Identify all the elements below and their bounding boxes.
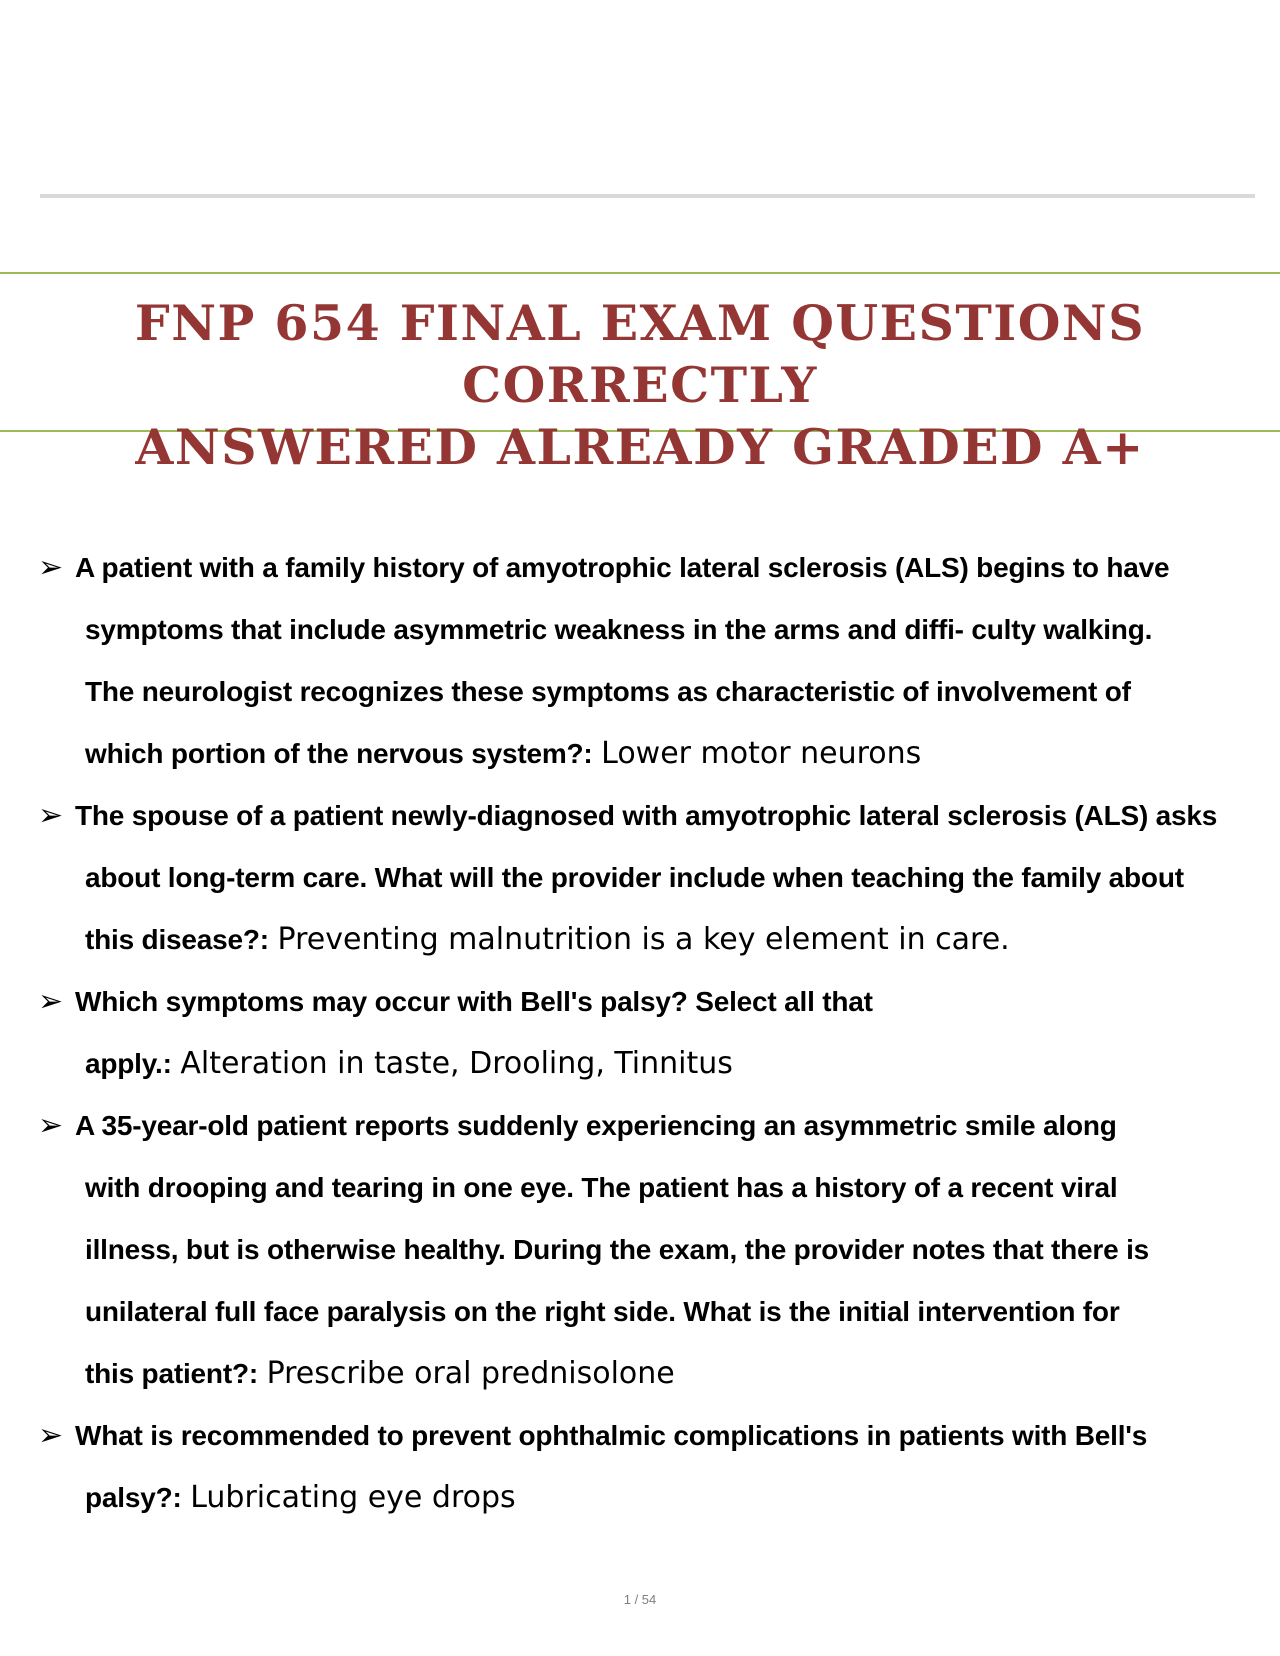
arrow-bullet-icon: ➢ [38, 984, 64, 1019]
arrow-bullet-icon: ➢ [38, 1108, 64, 1143]
answer-text: Prescribe oral prednisolone [266, 1356, 675, 1391]
qa-item [38, 971, 1260, 1095]
question-line: which portion of the nervous system?: [85, 738, 593, 769]
question-line-wrap [75, 909, 1260, 971]
question-line: this patient?: [85, 1358, 258, 1389]
qa-item [38, 537, 1260, 785]
page-title [0, 274, 1280, 478]
question-line: about long-term care. What will the provider include when teaching the family about [85, 862, 1184, 893]
qa-item [38, 1095, 1260, 1405]
answer-text: Alteration in taste, Drooling, Tinnitus [180, 1046, 733, 1081]
answer-text: Lower motor neurons [601, 736, 922, 771]
question-line: this disease?: [85, 924, 269, 955]
qa-item [38, 1405, 1260, 1529]
question-line-wrap [75, 599, 1260, 661]
question-line: symptoms that include asymmetric weakness in the arms and diffi- culty walking. [85, 614, 1153, 645]
header-divider [40, 194, 1255, 198]
question-line: What is recommended to prevent ophthalmic complications in patients with Bell's [75, 1420, 1148, 1451]
question-line-wrap [75, 1467, 1260, 1529]
question-line-wrap [75, 723, 1260, 785]
question-line: unilateral full face paralysis on the right side. What is the initial intervention for [85, 1296, 1120, 1327]
question-line-wrap [75, 1157, 1260, 1219]
title-line-2: ANSWERED ALREADY GRADED A+ [135, 418, 1145, 476]
question-line: Which symptoms may occur with Bell's palsy? Select all that [75, 986, 873, 1017]
question-line-wrap [75, 1219, 1260, 1281]
answer-text: Preventing malnutrition is a key element in care. [277, 922, 1010, 957]
question-line-wrap [75, 1281, 1260, 1343]
question-line-wrap [75, 1343, 1260, 1405]
question-line: apply.: [85, 1048, 172, 1079]
title-line-1: FNP 654 FINAL EXAM QUESTIONS CORRECTLY [134, 294, 1146, 414]
question-line: The neurologist recognizes these symptoms as characteristic of involvement of [85, 676, 1131, 707]
question-line: A patient with a family history of amyotrophic lateral sclerosis (ALS) begins to have [75, 552, 1170, 583]
title-band [0, 272, 1280, 476]
arrow-bullet-icon: ➢ [38, 798, 64, 833]
qa-list [38, 537, 1260, 1529]
question-line: The spouse of a patient newly-diagnosed with amyotrophic lateral sclerosis (ALS) asks [75, 800, 1218, 831]
question-line: A 35-year-old patient reports suddenly experiencing an asymmetric smile along [75, 1110, 1117, 1141]
question-line-wrap [75, 847, 1260, 909]
page-number: 1 / 54 [623, 1592, 657, 1607]
question-line-wrap [75, 1033, 1260, 1095]
arrow-bullet-icon: ➢ [38, 550, 64, 585]
arrow-bullet-icon: ➢ [38, 1418, 64, 1453]
question-line: with drooping and tearing in one eye. The patient has a history of a recent viral [85, 1172, 1118, 1203]
answer-text: Lubricating eye drops [190, 1480, 516, 1515]
question-line-wrap [75, 661, 1260, 723]
question-line: illness, but is otherwise healthy. During the exam, the provider notes that there is [85, 1234, 1150, 1265]
qa-item [38, 785, 1260, 971]
question-line: palsy?: [85, 1482, 182, 1513]
